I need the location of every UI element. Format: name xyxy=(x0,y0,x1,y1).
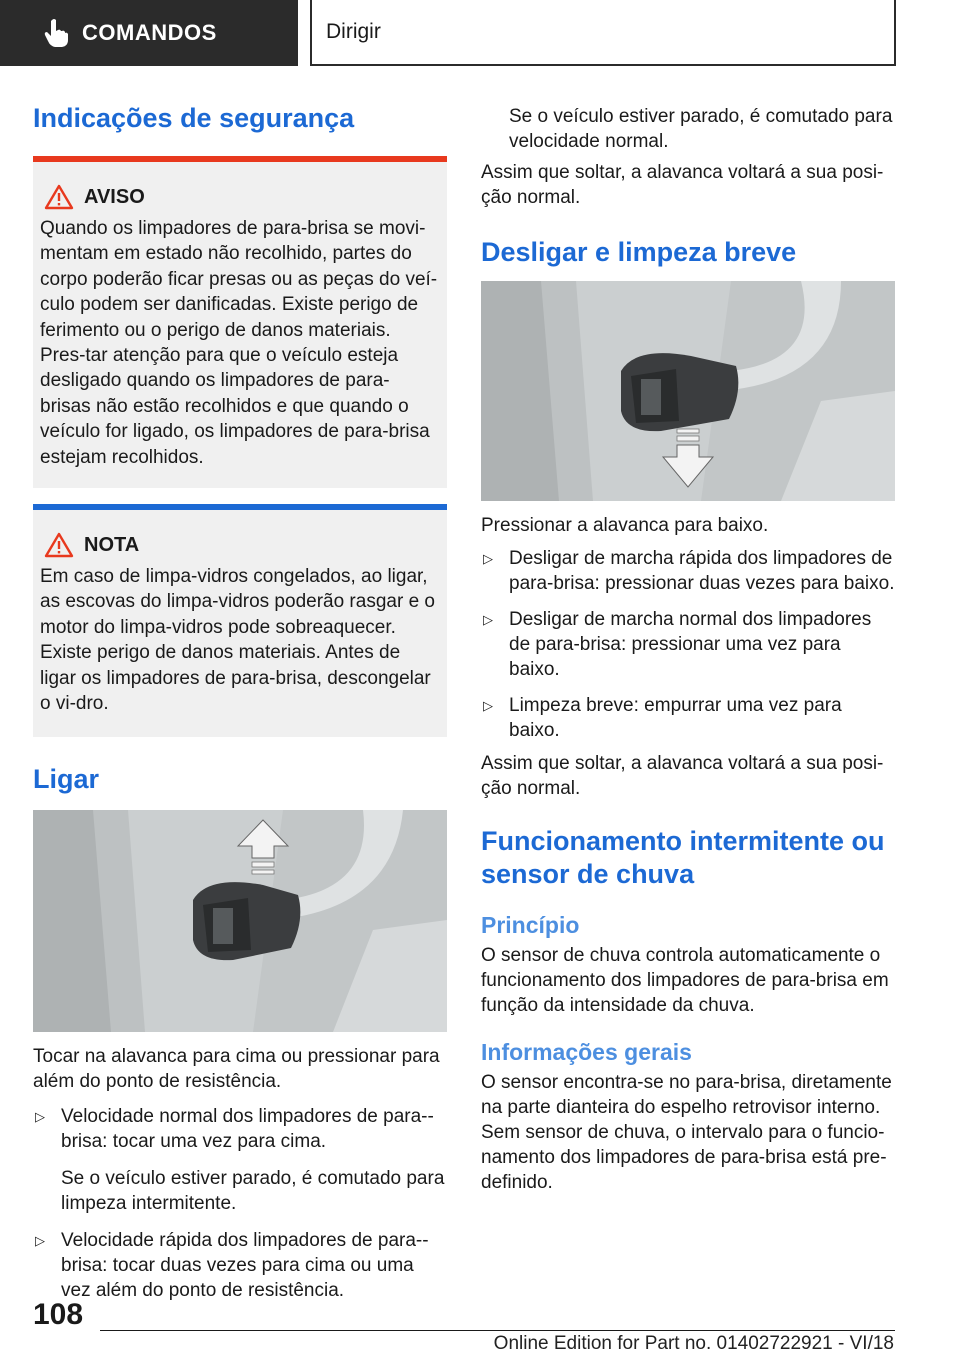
section-tab xyxy=(0,0,298,66)
info-text: O sensor encontra-se no para-brisa, diretamente na parte dianteira do espelho retrovisor interno. Sem sensor de chuva, o intervalo para o funcio-namento dos limpadores de para-brisa está pre-definido. xyxy=(481,1072,892,1193)
list-item-note: Se o veículo estiver parado, é comutado para limpeza intermitente. xyxy=(61,1167,445,1214)
hand-pointer-icon xyxy=(36,13,76,53)
list-item xyxy=(33,1228,447,1303)
list-item xyxy=(33,1104,447,1154)
figure-lever-down xyxy=(481,281,895,501)
list-item-text: Velocidade rápida dos limpadores de para--brisa: tocar duas vezes para cima ou uma vez além do ponto de resistência. xyxy=(61,1229,429,1301)
note-box-text: Em caso de limpa-vidros congelados, ao ligar, as escovas do limpa-vidros poderão rasgar e o motor do limpa-vidros pode sobreaquecer. Existe perigo de danos materiais. Antes de ligar os limpadores de para-brisa, descongelar o vi-dro. xyxy=(40,566,435,715)
note-triangle-icon xyxy=(44,532,74,558)
list-item xyxy=(481,546,895,596)
chapter-title: Dirigir xyxy=(310,0,896,66)
note-box-title: NOTA xyxy=(84,533,140,556)
return-text-1: Assim que soltar, a alavanca voltará a sua posi-ção normal. xyxy=(481,162,884,208)
left-column xyxy=(33,92,447,1303)
ligar-bullet-list xyxy=(33,1104,447,1154)
heading-desligar: Desligar e limpeza breve xyxy=(481,237,797,267)
bullet-triangle-icon: ▷ xyxy=(483,698,493,713)
edition-text: Online Edition for Part no. 01402722921 - VI/18 xyxy=(493,1333,894,1354)
right-column xyxy=(481,92,895,1195)
subheading-info: Informações gerais xyxy=(481,1039,692,1065)
warning-box-text: Quando os limpadores de para-brisa se movi-mentam em estado não recolhido, partes do corpo poderão ficar presas ou as peças do veí-culo podem ser danificadas. Existe perigo de ferimento ou o perigo de danos materiais. Pres-tar atenção para que o veículo esteja desligado quando os limpadores de para-brisas não estão recolhidos e que quando o veículo for ligado, os limpadores de para-brisa estejam recolhidos. xyxy=(40,218,438,468)
note-box-header xyxy=(40,532,439,558)
bullet-triangle-icon: ▷ xyxy=(35,1232,45,1248)
page-number: 108 xyxy=(33,1298,84,1331)
desligar-bullet-list xyxy=(481,546,895,743)
continued-note: Se o veículo estiver parado, é comutado para velocidade normal. xyxy=(509,106,893,152)
warning-triangle-icon xyxy=(44,184,74,210)
list-item-text: Desligar de marcha rápida dos limpadores de para-brisa: pressionar duas vezes para baixo. xyxy=(509,548,895,594)
list-item-text: Limpeza breve: empurrar uma vez para baixo. xyxy=(509,695,842,741)
note-box xyxy=(33,504,447,736)
principio-text: O sensor de chuva controla automaticamente o funcionamento dos limpadores de para-brisa em função da intensidade da chuva. xyxy=(481,945,889,1016)
list-item xyxy=(481,693,895,743)
subheading-principio: Princípio xyxy=(481,912,580,938)
bullet-triangle-icon: ▷ xyxy=(35,1108,45,1124)
press-instruction: Pressionar a alavanca para baixo. xyxy=(481,515,769,536)
section-tab-label: COMANDOS xyxy=(82,20,217,45)
ligar-bullet-list-2 xyxy=(33,1228,447,1303)
warning-box-title: AVISO xyxy=(84,185,145,208)
figure-lever-up xyxy=(33,810,447,1032)
heading-intermittent: Funcionamento intermitente ou sensor de chuva xyxy=(481,826,885,889)
heading-safety: Indicações de segurança xyxy=(33,103,355,133)
list-item xyxy=(481,607,895,682)
list-item-text: Desligar de marcha normal dos limpadores de para-brisa: pressionar uma vez para baixo. xyxy=(509,609,872,680)
bullet-triangle-icon: ▷ xyxy=(483,612,493,627)
wiper-lever-down-illustration xyxy=(481,281,895,501)
warning-box-header xyxy=(40,184,439,210)
footer-divider xyxy=(100,1330,895,1331)
heading-ligar: Ligar xyxy=(33,763,100,794)
bullet-triangle-icon: ▷ xyxy=(483,551,493,566)
ligar-instruction: Tocar na alavanca para cima ou pressionar para além do ponto de resistência. xyxy=(33,1045,440,1092)
return-text-2: Assim que soltar, a alavanca voltará a sua posi-ção normal. xyxy=(481,753,884,799)
wiper-lever-up-illustration xyxy=(33,810,447,1032)
warning-box xyxy=(33,156,447,488)
list-item-text: Velocidade normal dos limpadores de para--brisa: tocar uma vez para cima. xyxy=(61,1105,434,1152)
page-header xyxy=(0,0,960,66)
